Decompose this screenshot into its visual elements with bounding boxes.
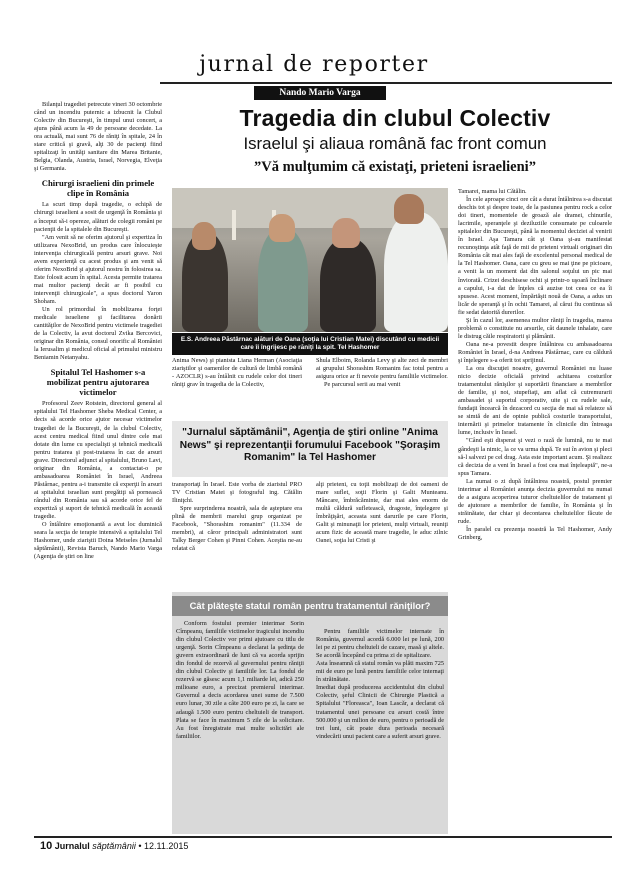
article-photo (172, 188, 448, 332)
forum-box: "Jurnalul săptămânii", Agenţia de ştiri online "Anima News" şi reprezentanţii forumului Facebook "Şoraşim Romanim" la Tel Hashomer (172, 421, 448, 477)
paragraph: Pe parcursul serii au mai venit (324, 381, 401, 389)
column-1 (34, 101, 162, 834)
paragraph: Şi în cazul lor, asemenea multor răniţi în tragedia, marea problemă o constituie nu arsurile, cât daunele inhalate, care le distrug căile respiratorii şi plămânii. (458, 316, 612, 340)
paragraph: transportaţi în Israel. Este vorba de ziaristul PRO TV Cristian Matei şi fotograful ing. Cătălin Iliniţchi. (172, 481, 302, 505)
issue-date: • 12.11.2015 (138, 841, 189, 851)
paragraph: Conform fostului premier interimar Sorin Cîmpeanu, familiile victimelor tragicului incendiu din clubul Colectiv vor primi ajutoare cu titlu de urgenţă. Sorin Cîmpeanu a declarat la şedinţa de guvern extraordinară de luni că va acorda sprijin din fondul de rezervă al guvernului pentru răniţii din clubul Colectiv şi familiile lor. La fondul de rezervă se găsesc acum 1,1 miliarde lei, adică 250 milioane euro, a precizat premierul interimar. Guvernul a decis acordarea unei sume de 7.500 euro lunar, 30 zile a câte 200 euro pe zi, la care se adaugă 1.500 euro pentru cheltuieli de transport. Plata se face în maximum 5 zile de la solicitare. Au fost înregistrate mai multe solicitări ale familiilor. (176, 620, 304, 740)
paragraph: "Când eşti disperat şi vezi o rază de lumină, nu te mai gândeşti la nimic, la ce va urma după. Te sui în avion şi pleci să-l salvezi pe cel drag. Asta este important acum. Şi realizez că decizia de a veni în Israel a fost cea mai înţeleaptă", ne-a spus Tamara. (458, 437, 612, 477)
page-footer (40, 840, 188, 852)
paragraph: "Am venit să ne oferim ajutorul şi expertiza în utilizarea NexoBrid, un produs care înlocuieşte intervenţia chirurgicală pentru arsuri grave. Noi avem experienţă cu acest produs şi am venit să oferim NexoBrid şi ajutorul nostru în folosirea sa. Este folosit acum în spital. Acesta permite tratarea mai multor pacienţi decât ar fi posibil cu intervenţii chirurgicale", a spus doctorul Yaron Shoham. (34, 233, 162, 305)
paragraph: Oana ne-a povestit despre întâlnirea cu ambasadoarea României în Israel, d-na Andreea Păstârnac, care cu căldură şi înţelegere s-a oferit tot sprijinul. (458, 340, 612, 364)
subheadline: Israelul şi aliaua română fac front comun (243, 135, 547, 153)
paragraph: La scurt timp după tragedie, o echipă de chirurgi israelieni a sosit de urgenţă în România şi a început să-i opereze, alături de colegii români pe pacienţii de la spitalele din Bucureşti. (34, 201, 162, 233)
column-2 (172, 357, 302, 419)
paragraph: La ora discuţiei noastre, guvernul României nu luase nicio decizie oficială privind achitarea costurilor tratamentului rănişilor şi suportării financiare a membrilor de familie, şi noi, stupefiaţi, am aflat că cutremurarii ambasadei şi suportul corporativ, uite şi cu rudele sale, fundaţii încearcă în dezacord cu secţia de mai să relateze să se simtă de ani de opinie publică costurile transportului, internării şi primelor tratamente în clinicile din întreaga lume, inclusiv în Israel. (458, 365, 612, 437)
paragraph: Pentru familiile victimelor internate în România, guvernul acordă 6.000 lei pe lună, 200 lei pe zi pentru cheltuieli de cazare, masă şi altele. Se acordă începând cu prima zi de spitalizare. Asta înseamnă că statul român va plăti maxim 725 mii de euro pe lună pentru familiile celor internaţi în străinătate. Imediat după producerea accidentului din clubul Colectiv, şeful Clinicii de Chirurgie Plastică a Spitalului "Floreasca", Ioan Lascăr, a declarat că tratamentul unei persoane cu arsuri costă între 500.000 şi un milion de euro, pentru o perioadă de trei luni, cât poate dura perioada necesară vindecării unui pacient care a suferit arsuri grave. (316, 628, 444, 740)
quote-headline: ”Vă mulţumim că existaţi, prieteni israelieni” (254, 159, 536, 175)
author-byline: Nando Mario Varga (254, 86, 386, 100)
paragraph: O întâlnire emoţionantă a avut loc duminică seara la secţia de terapie intensivă a spitalului Tel Hashomer, unde ziariştii Doina Meiseles (Jurnalul săptămânii), Revista Baruch, Nando Mario Varga (Agenţia de ştiri on line (34, 521, 162, 561)
column-3-continued (316, 481, 448, 589)
paragraph: Anima News) şi pianista Liana Herman (Asociaţia ziariştilor şi oamenilor de cultură de limbă română - AZOCLR) s-au întâlnit cu rudele celor doi tineri răniţi grav în tragedia de la Colectiv, (172, 357, 302, 389)
column-3 (316, 357, 448, 419)
headline: Tragedia din clubul Colectiv (239, 105, 551, 131)
subheading: Chirurgi israelieni din primele clipe în România (41, 178, 155, 199)
publication-name-italic: săptămânii (92, 841, 136, 851)
publication-name: Jurnalul (54, 841, 90, 851)
paragraph: Spre surprinderea noastră, sala de aşteptare era plină de membrii marelui grup organizat pe Facebook, "Shorashim romanim" (11.334 de membri), ai căror principali administratori sunt Talky Berger Cohen şi Pinni Cohen. Aceştia ne-au relatat că (172, 505, 302, 553)
column-2-continued (172, 481, 302, 589)
column-4 (458, 188, 612, 834)
paragraph: Tamarei, mama lui Cătălin. (458, 188, 527, 195)
paragraph: În cele aproape cinci ore cât a durat întâlnirea s-a discutat deschis tot şi despre toate, de la pasiunea pentru rock a celor doi tineri, momentele de groază ale dramei, chinurile, lacrimile, speranţele şi deziluziile consumate pe culoarele spitalelor din Bucureşti, până la momentul deciziei al venirii în Israel. Aşa Tamara cât şi Oana şi-au manifestat recunoştinţa atât faţă de mii de prieteni virtuali originari din România cât mai ales faţă de excelentul personal medical de la Tel Hashomer. Oana, care cu greu se mai ţine pe picioare, a venit la un moment dat din salonul soţului un pic mai înviorată. Crizei deschisese ochii şi printr-o uşoară înclinare a capului, i-a dat de înţeles că auzise tot ceea ce ea îi spusese. Acest moment, împărtăşit nouă de Oana, a adus un licăr de speranţă şi în ochii Tamarei, al cărui fiu continua să fie sedat datorită durerilor. (458, 196, 612, 316)
sidebar-box-title: Cât plăteşte statul român pentru tratamentul răniţilor? (172, 596, 448, 616)
paragraph: Shula Elboim, Rolanda Levy şi alte zeci de membri ai grupului Shorashim Romanim fac totul pentru a asigura orice ar fi nevoie pentru familiile victimelor. (316, 357, 448, 381)
footer-rule (34, 836, 612, 838)
paragraph: Bilanţul tragediei petrecute vineri 30 octombrie când un incendiu puternic a izbucnit la Clubul Colectiv din Bucureşti, în timpul unui concert, a ajuns până acum la 49 de persoane decedate. La ora actuală, mai sunt 76 de răniţi în spitale, 24 în stare critică şi gravă, alţi 30 de pacienţi fiind spitalizaţi în unităţi sanitare din Marea Britanie, Belgia, Olanda, Austria, Israel, Norvegia, Elveţia şi Germania. (34, 101, 162, 173)
page-number: 10 (40, 840, 53, 852)
subheading: Spitalul Tel Hashomer s-a mobilizat pentru ajutorarea victimelor (46, 367, 150, 398)
paragraph: În paralel cu prezenţa noastră la Tel Hashomer, Andy Grinberg, (458, 525, 612, 542)
paragraph: alţi prieteni, cu toţii mobilizaţi de doi oameni de mare suflet, soţii Florin şi Galit Munteanu. Mâncare, îmbrăcăminte, dar mai ales enorm de multă căldură sufletească, dragoste, înţelegere şi îmbrăţişări, aceasta sunt darurile pe care Florin, Galit şi minunaţii lor prieteni, mulţi virtuali, reuniţi acum fizic de această mare tragedie, le aduc zilnic Oanei, soţia lui Cristi şi (316, 481, 448, 545)
paragraph: La numai o zi după întâlnirea noastră, postul premier interimar al României anunţa decizia guvernului nu numai de a asigura acoperirea tuturor cheltuielilor de tratament şi de ajutorare a membrilor de familie, în România şi în străinătate, dar chiar şi decontarea cheltuielilor făcute de rude. (458, 477, 612, 525)
section-title: jurnal de reporter (199, 52, 429, 77)
paragraph: Un rol primordial în mobilizarea forţei medicale israeliene şi facilitarea donării cantităţilor de NexoBrid pentru victimele tragediei de la Colectiv, la avut doctorul Zvika Bercovici, originar din România, consul onorific al României la Ierusalim şi medicul oficial al primului ministru Beniamin Netanyahu. (34, 306, 162, 362)
paragraph: Profesorul Zeev Rotstein, directorul general al spitalului Tel Hashomer Sheba Medical Center, a decis să acorde orice ajutor necesar victimelor tragediei de la Bucureşti, de la clubul Colectiv, acest centru medical fiind unul dintre cele mai dotate din lume cu specialişti şi tehnică medicală pentru tratarea şi post-tratarea în caz de arsuri grave. Directorul adjunct al spitalului, Bruno Lavi, originar din România, a contactat-o pe ambasadoarea României în Israel, Andreea Păstârnac, pentru a-i transmite că experţii în arsuri ai spitalului israelian sunt pregătiţi să pornească rândul din România sau să acorde orice fel de expertiză şi suport de tehnică medicală în această tragedie. (34, 400, 162, 521)
sidebar-box-column-2 (316, 620, 444, 832)
sidebar-box-column-1 (176, 620, 304, 832)
header-rule (160, 82, 612, 84)
photo-caption: E.S. Andreea Păstârnac alături de Oana (soţia lui Cristian Matei) discutând cu medicii care îi îngrijesc pe răniţi la spit. Tel Hashomer (172, 333, 448, 355)
